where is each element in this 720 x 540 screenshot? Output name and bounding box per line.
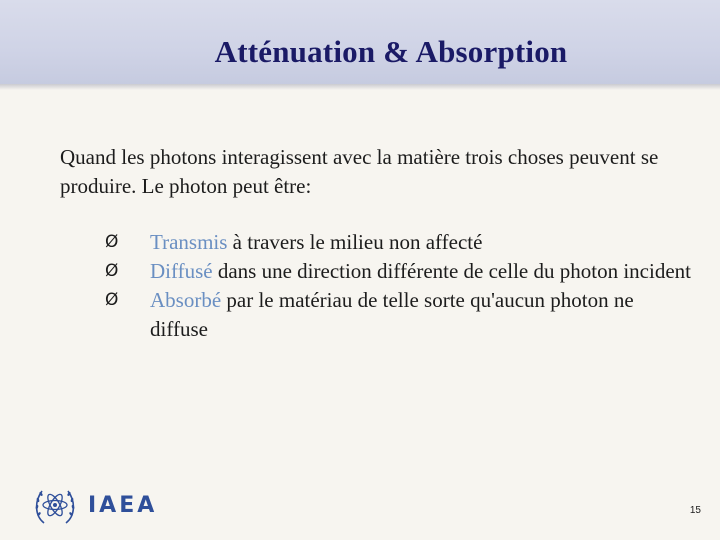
- bullet-item-diffuse: [105, 257, 695, 286]
- bullet-keyword: Diffusé: [150, 259, 213, 283]
- bullet-text: à travers le milieu non affecté: [227, 230, 483, 254]
- arrow-bullet-icon: Ø: [105, 232, 119, 252]
- bullet-keyword: Transmis: [150, 230, 228, 254]
- iaea-logo: [30, 480, 157, 530]
- bullet-keyword: Absorbé: [150, 288, 222, 312]
- bullet-text: par le matériau de telle sorte qu'aucun photon ne diffuse: [150, 288, 634, 341]
- bullet-item-absorbe: [105, 286, 695, 344]
- bullet-list: [105, 228, 695, 344]
- iaea-emblem-icon: [30, 480, 80, 530]
- intro-paragraph: Quand les photons interagissent avec la matière trois choses peuvent se produire. Le photon peut être:: [60, 145, 659, 198]
- slide-title: Atténuation & Absorption: [214, 34, 568, 69]
- bullet-item-transmis: [105, 228, 695, 257]
- page-number: 15: [689, 505, 701, 516]
- arrow-bullet-icon: Ø: [105, 290, 119, 310]
- arrow-bullet-icon: Ø: [105, 261, 119, 281]
- iaea-wordmark: IAEA: [88, 492, 158, 518]
- bullet-text: dans une direction différente de celle du photon incident: [212, 259, 691, 283]
